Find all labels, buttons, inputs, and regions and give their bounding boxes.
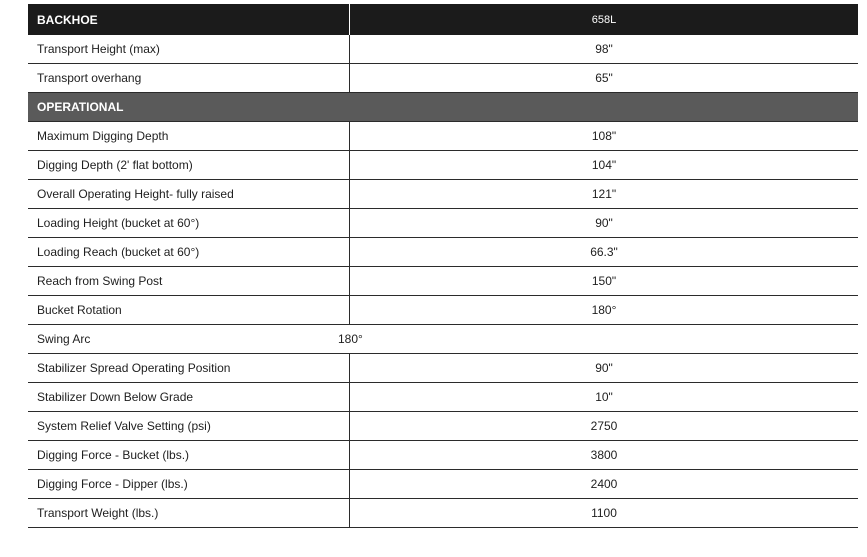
- row-value: 3800: [590, 448, 618, 462]
- row-value: 150": [591, 274, 617, 288]
- table-row: [28, 470, 858, 499]
- row-label: Overall Operating Height- fully raised: [28, 180, 350, 208]
- row-label: Swing Arc: [37, 332, 91, 346]
- row-label: Digging Depth (2' flat bottom): [28, 151, 350, 179]
- row-label: Stabilizer Down Below Grade: [28, 383, 350, 411]
- row-label: Loading Height (bucket at 60°): [28, 209, 350, 237]
- header-model: 658L: [591, 13, 617, 26]
- table-row: [28, 441, 858, 470]
- row-label: Reach from Swing Post: [28, 267, 350, 295]
- table-row: [28, 412, 858, 441]
- section-label: OPERATIONAL: [37, 100, 124, 114]
- row-label: System Relief Valve Setting (psi): [28, 412, 350, 440]
- row-label: Transport overhang: [28, 64, 350, 92]
- row-value: 180°: [338, 332, 363, 346]
- row-label: Digging Force - Bucket (lbs.): [28, 441, 350, 469]
- table-row: [28, 325, 858, 354]
- header-row: [28, 4, 858, 35]
- table-row: [28, 151, 858, 180]
- row-label: Transport Height (max): [28, 35, 350, 63]
- section-row: [28, 93, 858, 122]
- row-label: Loading Reach (bucket at 60°): [28, 238, 350, 266]
- table-row: [28, 35, 858, 64]
- spec-table: [28, 4, 858, 528]
- table-row: [28, 354, 858, 383]
- row-value: 90": [595, 216, 613, 230]
- table-row: [28, 180, 858, 209]
- row-value: 98": [595, 42, 613, 56]
- table-row: [28, 267, 858, 296]
- table-row: [28, 296, 858, 325]
- row-value: 10": [595, 390, 613, 404]
- row-value: 65": [595, 71, 613, 85]
- table-row: [28, 383, 858, 412]
- row-label: Transport Weight (lbs.): [28, 499, 350, 527]
- row-value: 108": [591, 129, 617, 143]
- row-value: 2750: [590, 419, 618, 433]
- row-value: 121": [591, 187, 617, 201]
- table-row: [28, 122, 858, 151]
- row-value: 104": [591, 158, 617, 172]
- table-row: [28, 64, 858, 93]
- row-value: 66.3": [590, 245, 618, 259]
- row-label: Maximum Digging Depth: [28, 122, 350, 150]
- row-label: Digging Force - Dipper (lbs.): [28, 470, 350, 498]
- table-row: [28, 209, 858, 238]
- row-value: 2400: [590, 477, 618, 491]
- table-row: [28, 238, 858, 267]
- header-label: BACKHOE: [28, 4, 350, 35]
- row-value: 180°: [591, 303, 617, 317]
- table-row: [28, 499, 858, 528]
- row-value: 90": [595, 361, 613, 375]
- row-value: 1100: [591, 506, 617, 520]
- row-label: Stabilizer Spread Operating Position: [28, 354, 350, 382]
- row-label: Bucket Rotation: [28, 296, 350, 324]
